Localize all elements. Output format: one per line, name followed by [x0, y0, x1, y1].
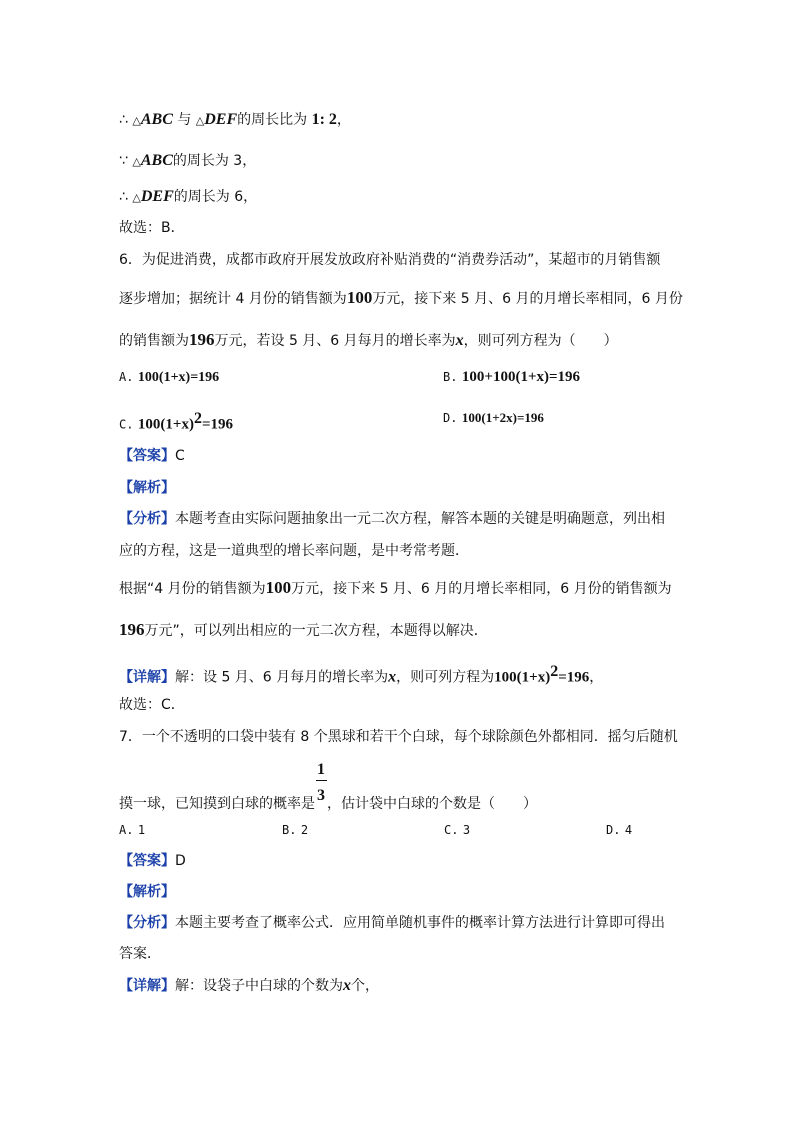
q6-analysis-heading: 【解析】 [119, 480, 175, 496]
q7-option-c: C. 3 [444, 823, 471, 837]
q7-option-d: D. 4 [606, 823, 633, 837]
because-line-perimeter: ∵ △ABC的周长为 3， [119, 152, 257, 169]
q6-stem-line3: 的销售额为196万元，若设 5 月、6 月每月的增长率为x，则可列方程为（ ） [119, 330, 618, 349]
q6-option-d: D. 100(1+2x)=196 [443, 410, 544, 425]
q7-option-b: B. 2 [282, 823, 309, 837]
q6-detail: 【详解】解：设 5 月、6 月每月的增长率为x，则可列方程为$100(1+x)^2=196$， [119, 663, 604, 686]
triangle-symbol: △ [132, 156, 141, 168]
q6-option-a: A. 100(1+x)=196 [119, 370, 220, 385]
fraction-one-third: $\frac{1}{3}$ [317, 761, 325, 804]
triangle-symbol: △ [132, 115, 141, 127]
q7-option-a: A. 1 [119, 823, 146, 837]
q7-answer: 【答案】D [119, 853, 186, 869]
q6-fenxi-line1: 【分析】本题考查由实际问题抽象出一元二次方程，解答本题的关键是明确题意，列出相 [119, 511, 665, 527]
choose-line-prev: 故选：B． [119, 220, 185, 236]
q7-analysis-heading: 【解析】 [119, 884, 175, 900]
q6-option-b: B. 100+100(1+x)=196 [443, 369, 581, 385]
q7-detail: 【详解】解：设袋子中白球的个数为x个， [119, 977, 379, 994]
q6-genju-line1: 根据“4 月份的销售额为100万元，接下来 5 月、6 月的月增长率相同，6 月份的销售额为 [119, 578, 672, 597]
q7-fenxi-line2: 答案． [119, 946, 161, 962]
q6-genju-line2: 196万元”，可以列出相应的一元二次方程，本题得以解决． [119, 620, 488, 639]
q7-fenxi-line1: 【分析】本题主要考查了概率公式．应用简单随机事件的概率计算方法进行计算即可得出 [119, 915, 665, 931]
therefore-line-perimeter: ∴ △DEF的周长为 6， [119, 188, 258, 205]
triangle-symbol: △ [132, 192, 141, 204]
q6-stem-line1: 6．为促进消费，成都市政府开展发放政府补贴消费的“消费券活动”，某超市的月销售额 [119, 252, 661, 268]
q6-fenxi-line2: 应的方程，这是一道典型的增长率问题，是中考常考题． [119, 543, 469, 559]
q6-option-c: C. $100(1+x)^2=196$ [119, 410, 234, 433]
q7-stem-line2: 摸一球，已知摸到白球的概率是 $\frac{1}{3}$ ，估计袋中白球的个数是（ ） [119, 761, 537, 812]
q6-choose: 故选：C． [119, 697, 185, 713]
q6-answer: 【答案】C [119, 448, 185, 464]
q6-stem-line2: 逐步增加；据统计 4 月份的销售额为100万元，接下来 5 月、6 月的月增长率相同，6 月份 [119, 288, 683, 307]
conclusion-line-ratio: ∴ △ABC 与 △DEF的周长比为 1: 2， [119, 111, 351, 128]
q7-stem-line1: 7．一个不透明的口袋中装有 8 个黑球和若干个白球，每个球除颜色外都相同．摇匀后随机 [119, 729, 678, 745]
triangle-symbol: △ [195, 115, 205, 127]
